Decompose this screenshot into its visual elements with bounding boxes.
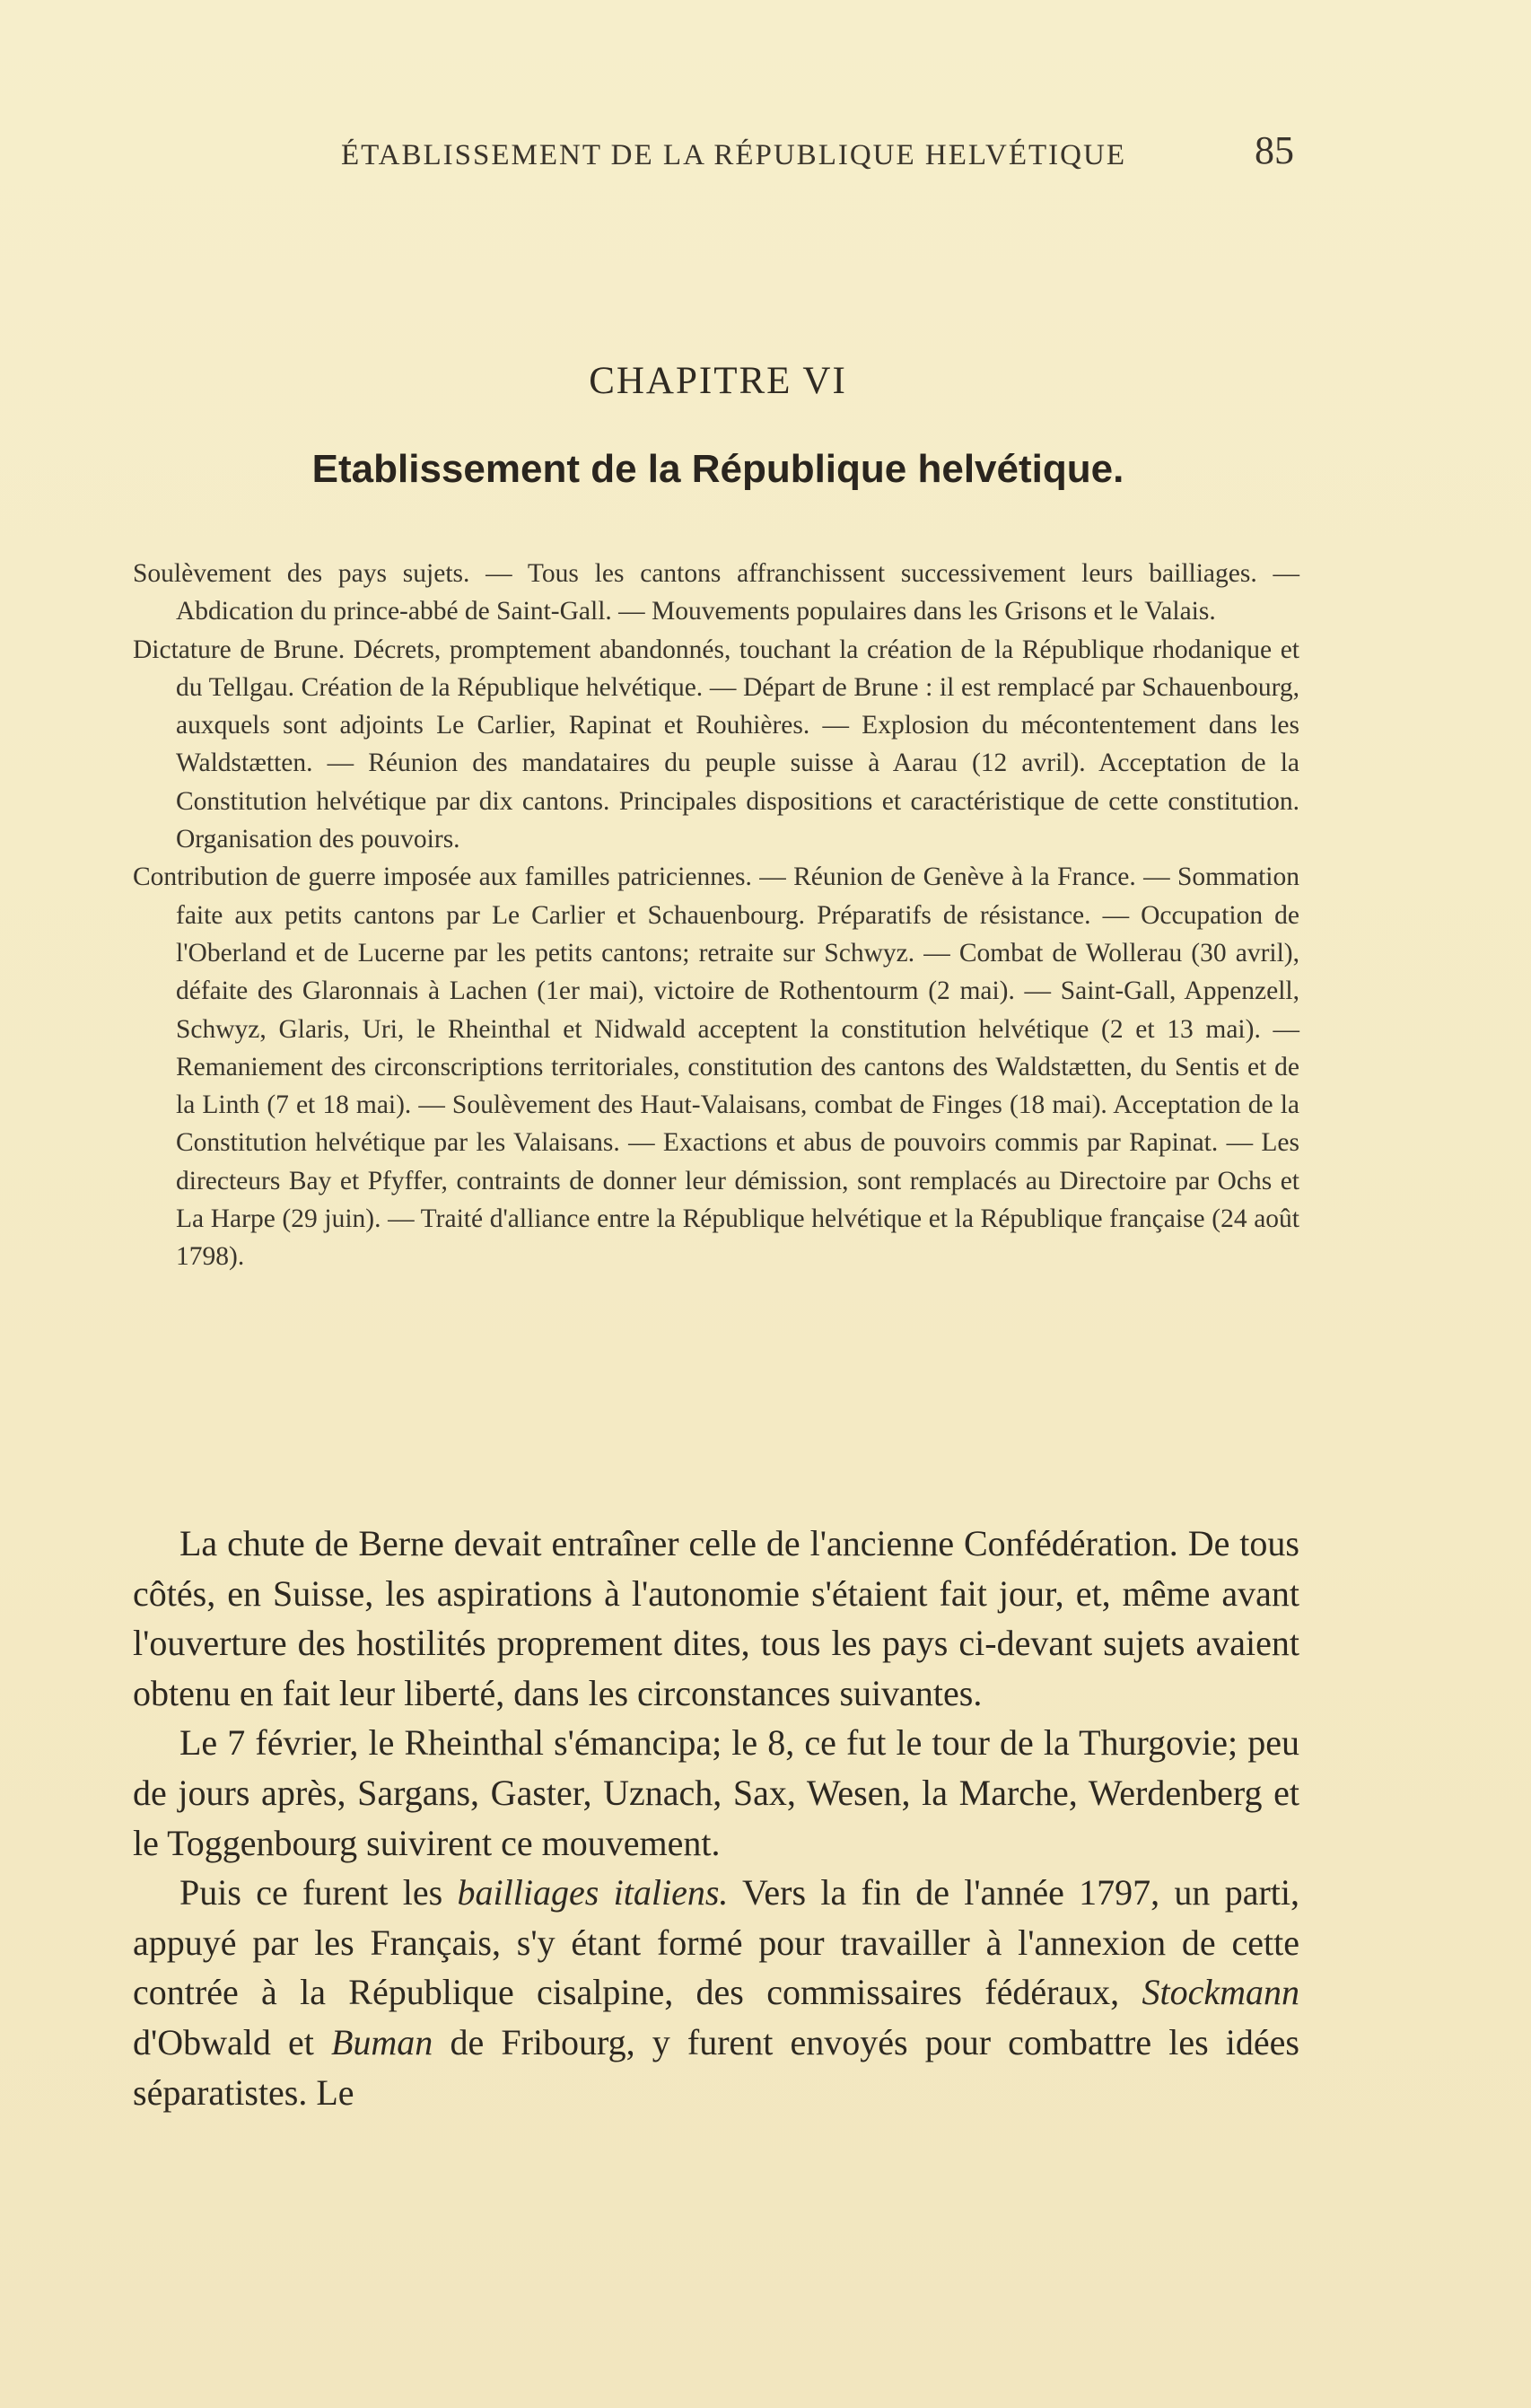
- italic-name: Stockmann: [1142, 1972, 1299, 2013]
- body-paragraph: [133, 1868, 1299, 2117]
- body-text: [133, 1519, 1299, 2117]
- page-number: 85: [1255, 128, 1294, 172]
- body-paragraph: Le 7 février, le Rheinthal s'émancipa; le 8, ce fut le tour de la Thurgovie; peu de jours après, Sargans, Gaster, Uznach, Sax, Wesen, la Marche, Werdenberg et le Toggenbourg suivirent ce mouvement.: [133, 1722, 1299, 1863]
- text-run: d'Obwald et: [133, 2021, 331, 2062]
- body-paragraph: La chute de Berne devait entraîner celle de l'ancienne Confédération. De tous côtés, en Suisse, les aspirations à l'autonomie s'étaient fait jour, et, même avant l'ouverture des hostilités proprement dites, tous les pays ci-devant sujets avaient obtenu en fait leur liberté, dans les circonstances suivantes.: [133, 1523, 1299, 1713]
- italic-term: bailliages italiens.: [457, 1872, 729, 1913]
- chapter-label: CHAPITRE VI: [589, 360, 847, 402]
- text-run: de Fribourg, y furent envoyés pour combattre les idées séparatistes. Le: [133, 2021, 1299, 2113]
- text-run: Puis ce furent les: [179, 1872, 458, 1913]
- running-title: ÉTABLISSEMENT DE LA RÉPUBLIQUE HELVÉTIQUE: [341, 139, 1126, 171]
- italic-name: Buman: [330, 2021, 433, 2062]
- summary-paragraph: Contribution de guerre imposée aux familles patriciennes. — Réunion de Genève à la France. — Sommation faite aux petits cantons par Le Carlier et Schauenbourg. Préparatifs de résistance. — Occupation de l'Oberland et de Lucerne par les petits cantons; retraite sur Schwyz. — Combat de Wollerau (30 avril), défaite des Glaronnais à Lachen (1er mai), victoire de Rothentourm (2 mai). — Saint-Gall, Appenzell, Schwyz, Glaris, Uri, le Rheinthal et Nidwald acceptent la constitution helvétique (2 et 13 mai). — Remaniement des circonscriptions territoriales, constitution des cantons des Waldstætten, du Sentis et de la Linth (7 et 18 mai). — Soulèvement des Haut-Valaisans, combat de Finges (18 mai). Acceptation de la Constitution helvétique par les Valaisans. — Exactions et abus de pouvoirs commis par Rapinat. — Les directeurs Bay et Pfyffer, contraints de donner leur démission, sont remplacés au Directoire par Ochs et La Harpe (29 juin). — Traité d'alliance entre la République helvétique et la République française (24 août 1798).: [133, 863, 1299, 1272]
- chapter-title: Etablissement de la République helvétique.: [311, 447, 1124, 491]
- summary-paragraph: Dictature de Brune. Décrets, promptement abandonnés, touchant la création de la République rhodanique et du Tellgau. Création de la République helvétique. — Départ de Brune : il est remplacé par Schauenbourg, auxquels sont adjoints Le Carlier, Rapinat et Rouhières. — Explosion du mécontentement dans les Waldstætten. — Réunion des mandataires du peuple suisse à Aarau (12 avril). Acceptation de la Constitution helvétique par dix cantons. Principales dispositions et caractéristique de cette constitution. Organisation des pouvoirs.: [133, 635, 1299, 854]
- summary-paragraph: Soulèvement des pays sujets. — Tous les cantons affranchissent successivement leurs bailliages. — Abdication du prince-abbé de Saint-Gall. — Mouvements populaires dans les Grisons et le Valais.: [133, 559, 1299, 626]
- chapter-summary: [133, 555, 1299, 1276]
- text-run: Vers la fin de l'année 1797, un parti, appuyé par les Français, s'y étant formé pour travailler à l'annexion de cette contrée à la République cisalpine, des commissaires fédéraux,: [133, 1872, 1300, 2013]
